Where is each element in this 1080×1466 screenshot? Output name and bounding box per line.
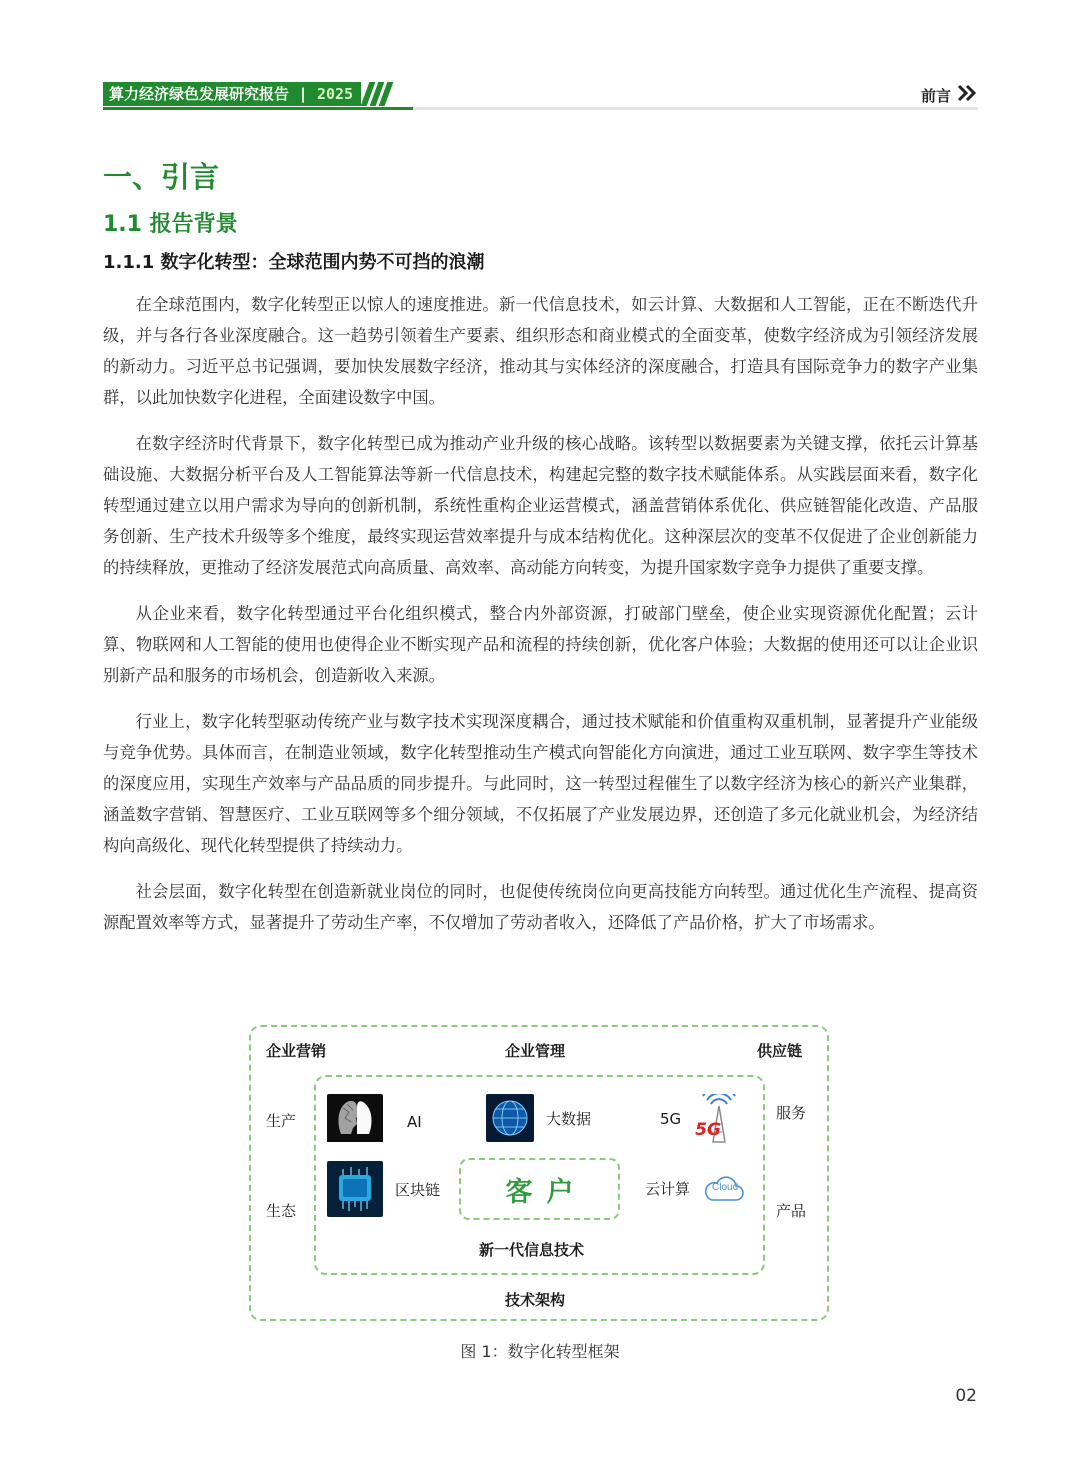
report-header-banner — [103, 82, 392, 106]
label-product: 产品 — [776, 1202, 807, 1220]
big-data-globe-icon — [486, 1094, 534, 1142]
report-title-bar — [103, 82, 361, 106]
5g-tower-icon — [693, 1094, 745, 1144]
label-tech-architecture: 技术架构 — [505, 1291, 566, 1309]
ai-head-icon — [327, 1094, 383, 1150]
section-indicator — [921, 84, 977, 106]
tech-ai — [327, 1094, 422, 1150]
page-number: 02 — [955, 1386, 977, 1406]
blockchain-chip-icon — [327, 1161, 383, 1217]
label-enterprise-marketing: 企业营销 — [266, 1042, 327, 1060]
paragraph: 在数字经济时代背景下，数字化转型已成为推动产业升级的核心战略。该转型以数据要素为关键支撑，依托云计算基础设施、大数据分析平台及人工智能算法等新一代信息技术，构建起完整的数字技术赋能体系。从实践层面来看，数字化转型通过建立以用户需求为导向的创新机制，系统性重构企业运营模式，涵盖营销体系优化、供应链智能化改造、产品服务创新、生产技术升级等多个维度，最终实现运营效率提升与成本结构优化。这种深层次的变革不仅促进了企业创新能力的持续释放，更推动了经济发展范式向高质量、高效率、高动能方向转变，为提升国家数字竞争力提供了重要支撑。 — [103, 434, 978, 577]
tech-label-blockchain: 区块链 — [395, 1180, 441, 1199]
report-year: 2025 — [316, 85, 354, 103]
banner-stripes — [365, 82, 392, 106]
tech-blockchain — [327, 1161, 440, 1217]
customer-core-box: 客户 — [459, 1158, 620, 1220]
tech-label-ai: AI — [407, 1113, 422, 1131]
cloud-icon — [702, 1170, 744, 1206]
tech-label-cloud: 云计算 — [645, 1179, 691, 1198]
paragraph: 行业上，数字化转型驱动传统产业与数字技术实现深度耦合，通过技术赋能和价值重构双重机制，显著提升产业能级与竞争优势。具体而言，在制造业领域，数字化转型推动生产模式向智能化方向演进，通过工业互联网、数字孪生等技术的深度应用，实现生产效率与产品品质的同步提升。与此同时，这一转型过程催生了以数字经济为核心的新兴产业集群，涵盖数字营销、智慧医疗、工业互联网等多个细分领域，不仅拓展了产业发展边界，还创造了多元化就业机会，为经济结构向高级化、现代化转型提供了持续动力。 — [103, 712, 978, 855]
label-service: 服务 — [776, 1104, 807, 1122]
title-separator: | — [300, 85, 306, 103]
paragraph: 在全球范围内，数字化转型正以惊人的速度推进。新一代信息技术，如云计算、大数据和人工智能，正在不断迭代升级，并与各行各业深度融合。这一趋势引领着生产要素、组织形态和商业模式的全面变革，使数字经济成为引领经济发展的新动力。习近平总书记强调，要加快发展数字经济，推动其与实体经济的深度融合，打造具有国际竞争力的数字产业集群，以此加快数字化进程，全面建设数字中国。 — [103, 295, 978, 407]
subsection-title: 1.1.1 数字化转型：全球范围内势不可挡的浪潮 — [103, 252, 485, 273]
tech-label-big-data: 大数据 — [546, 1109, 592, 1128]
tech-5g — [660, 1094, 745, 1144]
section-title: 1.1 报告背景 — [103, 212, 238, 237]
tech-cloud — [645, 1170, 744, 1206]
section-label: 前言 — [920, 86, 951, 105]
chapter-title: 一、引言 — [103, 160, 220, 194]
body-text — [103, 289, 978, 953]
tech-big-data — [486, 1094, 591, 1142]
label-supply-chain: 供应链 — [757, 1042, 803, 1060]
label-enterprise-management: 企业管理 — [505, 1042, 566, 1060]
double-chevron-right-icon — [957, 84, 977, 106]
figure-caption: 图 1：数字化转型框架 — [460, 1342, 620, 1361]
label-ecosystem: 生态 — [266, 1202, 297, 1220]
paragraph: 从企业来看，数字化转型通过平台化组织模式，整合内外部资源，打破部门壁垒，使企业实现资源优化配置；云计算、物联网和人工智能的使用也使得企业不断实现产品和流程的持续创新，优化客户体验；大数据的使用还可以让企业识别新产品和服务的市场机会，创造新收入来源。 — [103, 604, 978, 685]
header-divider — [103, 107, 978, 110]
label-new-it: 新一代信息技术 — [479, 1241, 585, 1259]
tech-label-5g: 5G — [660, 1110, 682, 1128]
report-title: 算力经济绿色发展研究报告 — [109, 85, 290, 103]
label-production: 生产 — [266, 1112, 297, 1130]
fiveg-badge: 5G — [695, 1120, 721, 1140]
cloud-word: Cloud — [712, 1182, 739, 1193]
paragraph: 社会层面，数字化转型在创造新就业岗位的同时，也促使传统岗位向更高技能方向转型。通过优化生产流程、提高资源配置效率等方式，显著提升了劳动生产率，不仅增加了劳动者收入，还降低了产品价格，扩大了市场需求。 — [103, 882, 978, 932]
